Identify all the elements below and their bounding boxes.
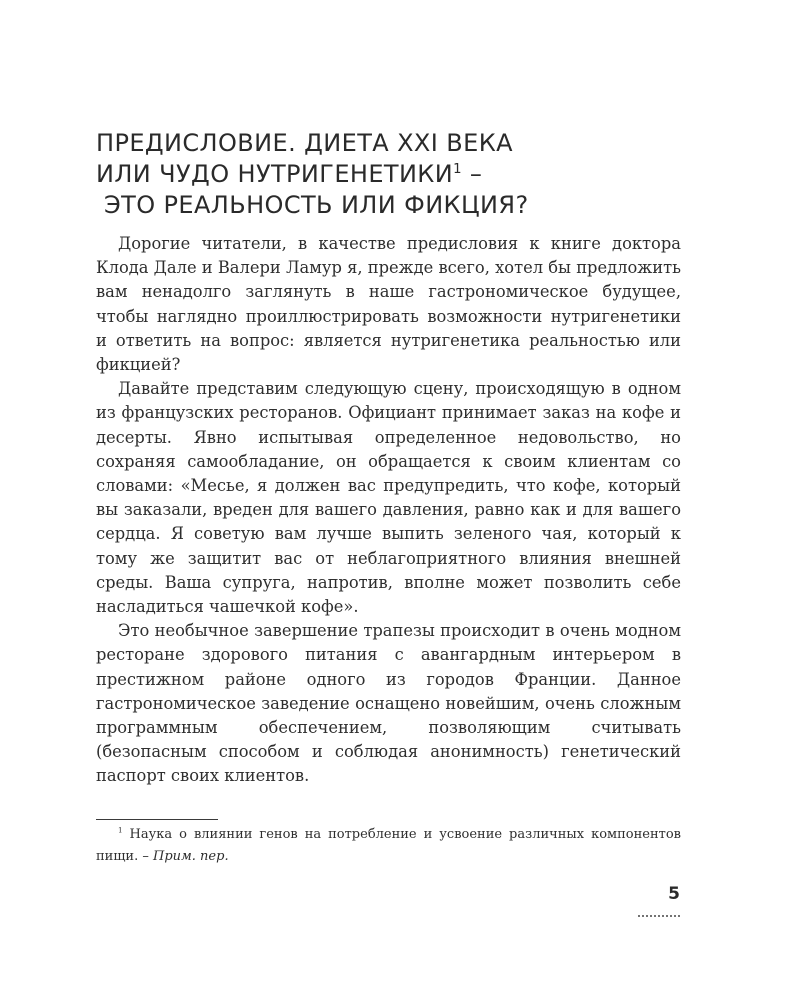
heading-line-2	[96, 159, 716, 190]
heading-line-2-text: ИЛИ ЧУДО НУТРИГЕНЕТИКИ	[96, 160, 454, 188]
footnote-text: Наука о влиянии генов на потребление и усвоение различных компонентов пищи. –	[96, 827, 681, 864]
paragraph: Давайте представим следующую сцену, происходящую в одном из французских ресторанов. Официант принимает заказ на кофе и десерты. Явно испытывая определенное недовольство, но сохраняя самообладание, он обращается к своим клиентам со словами: «Месье, я должен вас предупредить, что кофе, который вы заказали, вреден для вашего давления, равно как и для вашего сердца. Я советую вам лучше выпить зеленого чая, который к тому же защитит вас от неблагоприятного влияния внешней среды. Ваша супруга, напротив, вполне может позволить себе насладиться чашечкой кофе».	[96, 379, 681, 617]
footnote	[96, 824, 681, 868]
chapter-heading	[96, 128, 716, 221]
heading-line-1: ПРЕДИСЛОВИЕ. ДИЕТА XXI ВЕКА	[96, 129, 513, 157]
footnote-divider	[96, 819, 218, 820]
page-number-dots	[637, 915, 681, 917]
heading-line-2-dash: –	[461, 160, 483, 188]
heading-line-3: ЭТО РЕАЛЬНОСТЬ ИЛИ ФИКЦИЯ?	[104, 191, 529, 219]
translator-note: Прим. пер.	[152, 849, 229, 864]
paragraph: Дорогие читатели, в качестве предисловия к книге доктора Клода Дале и Валери Ламур я, прежде всего, хотел бы предложить вам ненадолго заглянуть в наше гастрономическое будущее, чтобы наглядно проиллюстрировать возможности нутригенетики и ответить на вопрос: является нутригенетика реальностью или фикцией?	[96, 234, 681, 375]
footnote-marker: 1	[118, 825, 123, 835]
body-text	[96, 232, 681, 789]
page-number: 5	[668, 884, 680, 904]
footnote-reference: 1	[453, 162, 462, 177]
paragraph: Это необычное завершение трапезы происходит в очень модном ресторане здорового питания с авангардным интерьером в престижном районе одного из городов Франции. Данное гастрономическое заведение оснащено новейшим, очень сложным программным обеспечением, позволяющим считывать (безопасным способом и соблюдая анонимность) генетический паспорт своих клиентов.	[96, 621, 681, 786]
